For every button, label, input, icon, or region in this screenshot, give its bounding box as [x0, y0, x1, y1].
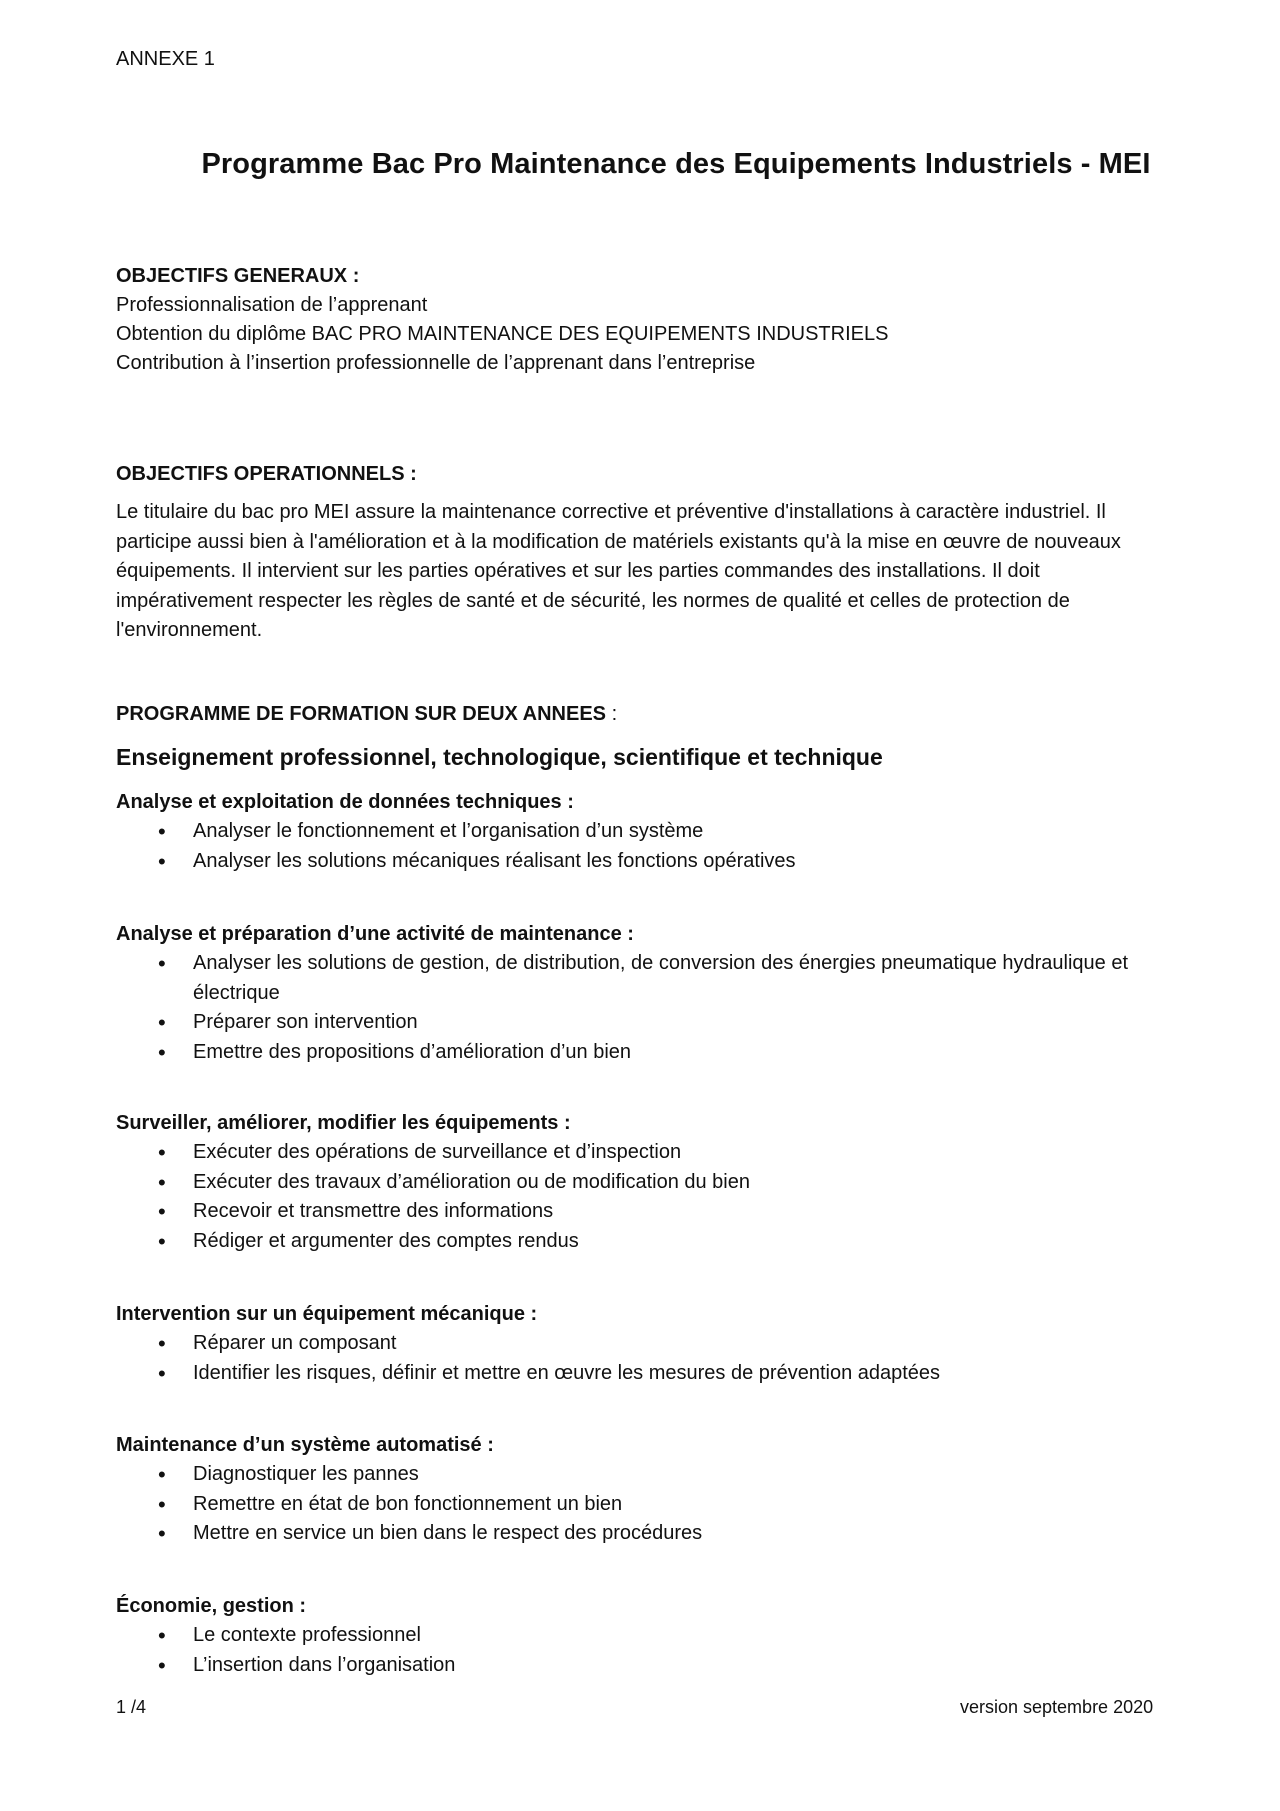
objectifs-operationnels — [116, 460, 1216, 489]
section-title: Analyse et préparation d’une activité de maintenance : — [116, 923, 634, 945]
list-item: • Analyser les solutions de gestion, de distribution, de conversion des énergies pneumatique hydraulique et électrique — [116, 949, 1216, 1008]
list-item: • Recevoir et transmettre des informations — [116, 1197, 1216, 1227]
section-list — [116, 1138, 1216, 1256]
section-title: Surveiller, améliorer, modifier les équipements : — [116, 1112, 571, 1134]
page-number: 1 /4 — [116, 1697, 147, 1717]
list-item: • Le contexte professionnel — [116, 1621, 1216, 1651]
objectif-general-line: Obtention du diplôme BAC PRO MAINTENANCE DES EQUIPEMENTS INDUSTRIELS — [116, 323, 889, 345]
programme-heading-suffix: : — [606, 703, 618, 725]
section-list — [116, 1621, 1216, 1680]
section-title: Intervention sur un équipement mécanique : — [116, 1303, 538, 1325]
programme-section — [116, 920, 1216, 1067]
programme-section — [116, 1592, 1216, 1680]
objectifs-generaux — [116, 262, 1216, 378]
list-item: • Diagnostiquer les pannes — [116, 1460, 1216, 1490]
annexe-label: ANNEXE 1 — [116, 48, 215, 70]
paragraph-line: participe aussi bien à l'amélioration et à la modification de matériels existants qu'à la mise en œuvre de nouveaux — [116, 530, 1121, 553]
objectifs-operationnels-heading: OBJECTIFS OPERATIONNELS : — [116, 463, 417, 485]
list-item: • Exécuter des travaux d’amélioration ou de modification du bien — [116, 1168, 1216, 1198]
list-item: • Rédiger et argumenter des comptes rendus — [116, 1227, 1216, 1257]
list-item: • Analyser le fonctionnement et l’organisation d’un système — [116, 817, 1216, 847]
list-item: • Analyser les solutions mécaniques réalisant les fonctions opératives — [116, 847, 1216, 877]
objectif-general-line: Professionnalisation de l’apprenant — [116, 294, 428, 316]
version-label: version septembre 2020 — [960, 1697, 1154, 1717]
list-item: • Réparer un composant — [116, 1329, 1216, 1359]
objectifs-generaux-heading: OBJECTIFS GENERAUX : — [116, 265, 360, 287]
section-title: Maintenance d’un système automatisé : — [116, 1434, 494, 1456]
document-title: Programme Bac Pro Maintenance des Equipements Industriels - MEI — [201, 148, 1151, 180]
section-list — [116, 949, 1216, 1067]
section-list — [116, 1329, 1216, 1388]
paragraph-line: impérativement respecter les règles de santé et de sécurité, les normes de qualité et celles de protection de — [116, 589, 1070, 612]
list-item: • Mettre en service un bien dans le respect des procédures — [116, 1519, 1216, 1549]
list-item: • Exécuter des opérations de surveillance et d’inspection — [116, 1138, 1216, 1168]
list-item: • Préparer son intervention — [116, 1008, 1216, 1038]
section-title: Économie, gestion : — [116, 1595, 307, 1617]
list-item: • Remettre en état de bon fonctionnement un bien — [116, 1490, 1216, 1520]
section-list — [116, 1460, 1216, 1549]
programme-heading: PROGRAMME DE FORMATION SUR DEUX ANNEES — [116, 703, 607, 725]
programme-heading-row — [116, 700, 1216, 729]
paragraph-line: Le titulaire du bac pro MEI assure la maintenance corrective et préventive d'installations à caractère industriel. Il — [116, 501, 1106, 523]
programme-section — [116, 788, 1216, 876]
section-list — [116, 817, 1216, 876]
programme-section — [116, 1431, 1216, 1549]
programme-section — [116, 1300, 1216, 1388]
list-item: • Emettre des propositions d’amélioration d’un bien — [116, 1038, 1216, 1068]
list-item: • Identifier les risques, définir et mettre en œuvre les mesures de prévention adaptées — [116, 1359, 1216, 1389]
programme-subtitle: Enseignement professionnel, technologique, scientifique et technique — [116, 744, 883, 770]
objectif-general-line: Contribution à l’insertion professionnelle de l’apprenant dans l’entreprise — [116, 352, 756, 374]
objectifs-operationnels-paragraph — [116, 498, 1236, 646]
paragraph-line: équipements. Il intervient sur les parties opératives et sur les parties commandes des installations. Il doit — [116, 560, 1040, 582]
list-item: • L’insertion dans l’organisation — [116, 1651, 1216, 1681]
programme-section — [116, 1109, 1216, 1256]
section-title: Analyse et exploitation de données techniques : — [116, 791, 574, 813]
paragraph-line: l'environnement. — [116, 619, 263, 641]
